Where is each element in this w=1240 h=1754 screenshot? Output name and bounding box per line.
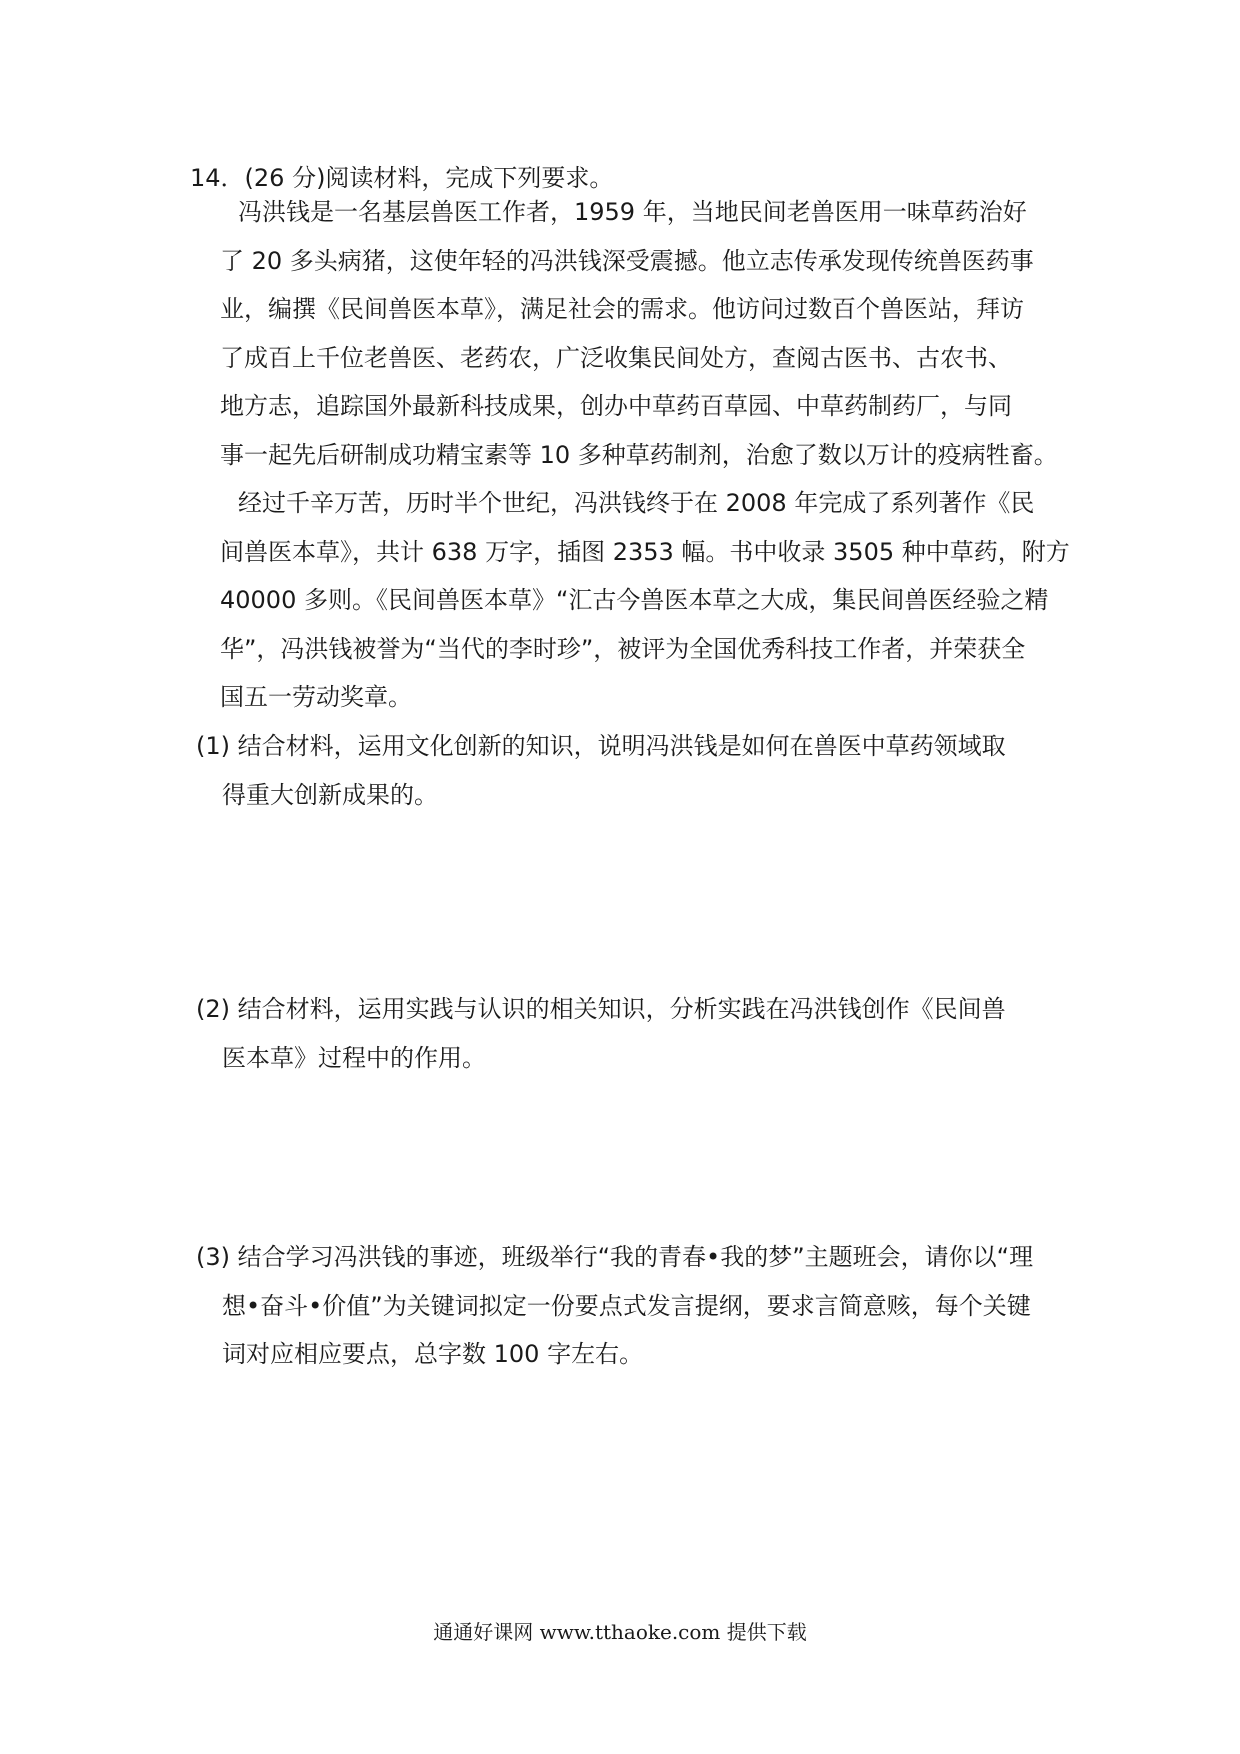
text-line: 医本草》过程中的作用。 bbox=[222, 1043, 486, 1072]
page-footer: 通通好课网 www.tthaoke.com 提供下载 bbox=[433, 1620, 807, 1644]
material-paragraph-1 bbox=[220, 188, 1060, 479]
text-line: 了 20 多头病猪，这使年轻的冯洪钱深受震撼。他立志传承发现传统兽医药事 bbox=[220, 246, 1034, 275]
text-line: 间兽医本草》，共计 638 万字，插图 2353 幅。书中收录 3505 种中草药，附方 bbox=[220, 537, 1070, 566]
text-line: 事一起先后研制成功精宝素等 10 多种草药制剂，治愈了数以万计的疫病牲畜。 bbox=[220, 440, 1058, 469]
text-line: 业，编撰《民间兽医本草》，满足社会的需求。他访问过数百个兽医站，拜访 bbox=[220, 295, 1024, 323]
text-line: 想•奋斗•价值”为关键词拟定一份要点式发言提纲，要求言简意赅，每个关键 bbox=[222, 1291, 1031, 1320]
text-line: 国五一劳动奖章。 bbox=[220, 683, 412, 711]
text-line: 词对应相应要点，总字数 100 字左右。 bbox=[222, 1340, 644, 1368]
text-line: 40000 多则。《民间兽医本草》“汇古今兽医本草之大成，集民间兽医经验之精 bbox=[220, 586, 1049, 614]
text-line: (1) 结合材料，运用文化创新的知识，说明冯洪钱是如何在兽医中草药领域取 bbox=[196, 732, 1006, 760]
text-line: 地方志，追踪国外最新科技成果，创办中草药百草园、中草药制药厂，与同 bbox=[220, 392, 1012, 420]
material-paragraph-2 bbox=[220, 479, 1070, 722]
text-line: 冯洪钱是一名基层兽医工作者，1959 年，当地民间老兽医用一味草药治好 bbox=[238, 198, 1027, 226]
subquestion-2 bbox=[196, 985, 1066, 1082]
text-line: 华”，冯洪钱被誉为“当代的李时珍”，被评为全国优秀科技工作者，并荣获全 bbox=[220, 634, 1026, 663]
text-line: 了成百上千位老兽医、老药农，广泛收集民间处方，查阅古医书、古农书、 bbox=[220, 343, 1012, 372]
question-title: 14．(26 分)阅读材料，完成下列要求。 bbox=[190, 164, 614, 192]
text-line: (2) 结合材料，运用实践与认识的相关知识，分析实践在冯洪钱创作《民间兽 bbox=[196, 995, 1006, 1023]
text-line: (3) 结合学习冯洪钱的事迹，班级举行“我的青春•我的梦”主题班会，请你以“理 bbox=[196, 1243, 1034, 1271]
subquestion-1 bbox=[196, 722, 1066, 819]
text-line: 得重大创新成果的。 bbox=[222, 780, 438, 809]
subquestion-3 bbox=[196, 1233, 1066, 1379]
text-line: 经过千辛万苦，历时半个世纪，冯洪钱终于在 2008 年完成了系列著作《民 bbox=[238, 489, 1035, 517]
